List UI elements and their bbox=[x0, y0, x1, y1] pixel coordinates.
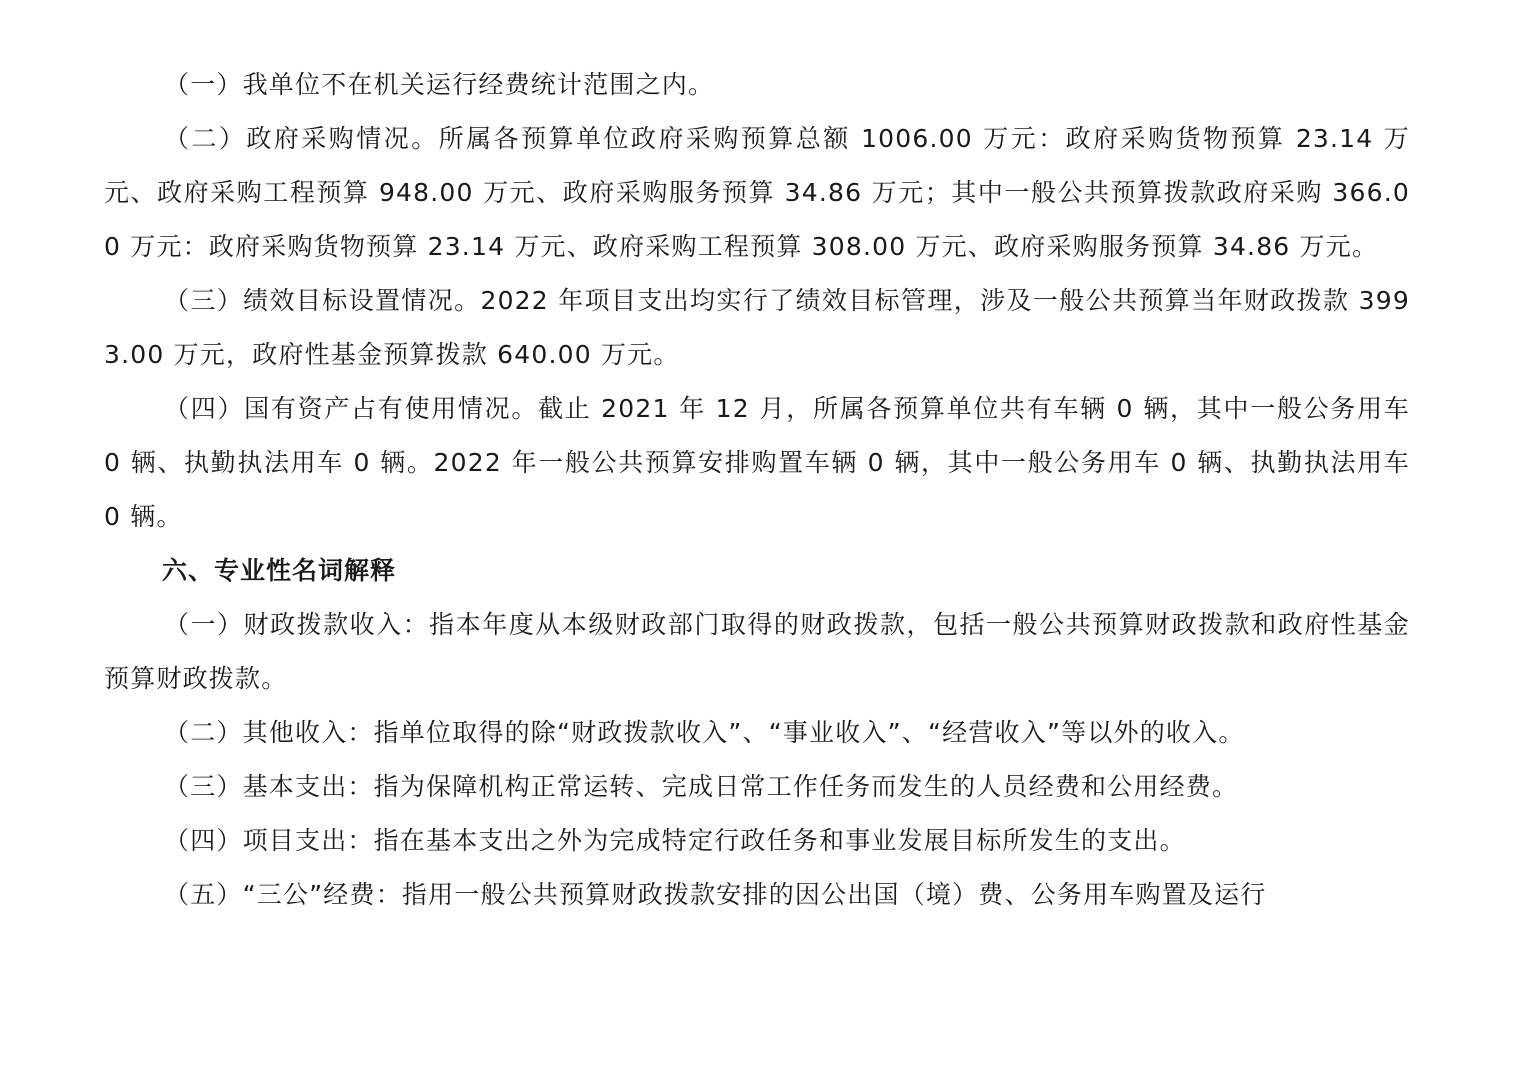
definition-basic-expenditure: （三）基本支出：指为保障机构正常运转、完成日常工作任务而发生的人员经费和公用经费。 bbox=[164, 772, 1239, 801]
section-heading-terminology: 六、专业性名词解释 bbox=[162, 556, 397, 585]
paragraph-operating-expenses: （一）我单位不在机关运行经费统计范围之内。 bbox=[164, 70, 715, 99]
definition-fiscal-appropriation-income: （一）财政拨款收入：指本年度从本级财政部门取得的财政拨款，包括一般公共预算财政拨款和政府性基金预算财政拨款。 bbox=[104, 610, 1410, 693]
definition-project-expenditure: （四）项目支出：指在基本支出之外为完成特定行政任务和事业发展目标所发生的支出。 bbox=[164, 826, 1186, 855]
paragraph-state-assets: （四）国有资产占有使用情况。截止 2021 年 12 月，所属各预算单位共有车辆 0 辆，其中一般公务用车 0 辆、执勤执法用车 0 辆。2022 年一般公共预算安排购置车辆 0 辆，其中一般公务用车 0 辆、执勤执法用车 0 辆。 bbox=[104, 394, 1410, 531]
definition-other-income: （二）其他收入：指单位取得的除“财政拨款收入”、“事业收入”、“经营收入”等以外的收入。 bbox=[164, 718, 1245, 747]
document-page bbox=[104, 58, 1410, 922]
definition-three-public-expenses: （五）“三公”经费：指用一般公共预算财政拨款安排的因公出国（境）费、公务用车购置及运行 bbox=[164, 880, 1267, 909]
paragraph-performance-targets: （三）绩效目标设置情况。2022 年项目支出均实行了绩效目标管理，涉及一般公共预算当年财政拨款 3993.00 万元，政府性基金预算拨款 640.00 万元。 bbox=[104, 286, 1410, 369]
paragraph-government-procurement: （二）政府采购情况。所属各预算单位政府采购预算总额 1006.00 万元：政府采购货物预算 23.14 万元、政府采购工程预算 948.00 万元、政府采购服务预算 34.86 万元；其中一般公共预算拨款政府采购 366.00 万元：政府采购货物预算 23.14 万元、政府采购工程预算 308.00 万元、政府采购服务预算 34.86 万元。 bbox=[104, 124, 1410, 261]
